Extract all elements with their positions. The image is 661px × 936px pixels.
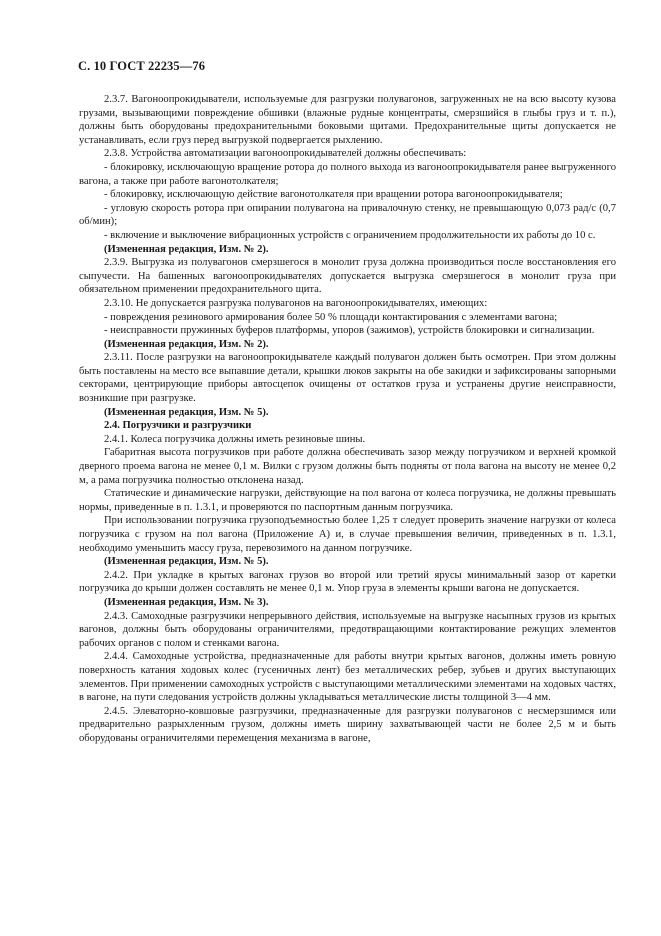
paragraph: 2.3.11. После разгрузки на вагоноопрокидывателе каждый полувагон должен быть осмотрен. При этом должны быть поставлены на место все выпавшие детали, крышки люков закрыты на обе закидки и зафиксированы запорными секторами, центрирующие приборы автосцепок очищены от остатков груза и устранены другие неисправности, возникшие при разгрузке. xyxy=(79,352,616,405)
paragraph: Статические и динамические нагрузки, действующие на пол вагона от колеса погрузчика, не должны превышать нормы, приведенные в п. 1.3.1, и проверяются по паспортным данным погрузчика. xyxy=(79,488,616,513)
section-note: (Измененная редакция, Изм. № 2). xyxy=(104,243,269,255)
paragraph: 2.4.3. Самоходные разгрузчики непрерывного действия, используемые на выгрузке насыпных грузов из крытых вагонов, должны быть оборудованы ограничителями, предотвращающими контактирование режущих элементов рабочих органов с полом и стенками вагона. xyxy=(79,610,616,649)
paragraph: 2.4.4. Самоходные устройства, предназначенные для работы внутри крытых вагонов, должны иметь ровную поверхность катания ходовых колес (гусеничных лент) без металлических ребер, зубьев и других выступающих элементов. При применении самоходных устройств с выступающими металлическими элементами на ходовых частях, в вагоне, на пути следования устройств должны укладываться металлические листы толщиной 3—4 мм. xyxy=(79,651,616,704)
section-note: (Измененная редакция, Изм. № 5). xyxy=(104,406,269,418)
paragraph: - блокировку, исключающую вращение ротора до полного выхода из вагоноопрокидывателя ранее выгруженного вагона, а также при работе вагонотолкателя; xyxy=(79,161,616,187)
section-note: (Измененная редакция, Изм. № 3). xyxy=(104,596,269,608)
paragraph: 2.4.1. Колеса погрузчика должны иметь резиновые шины. xyxy=(104,433,366,445)
page-header: С. 10 ГОСТ 22235—76 xyxy=(78,59,206,73)
paragraph: 2.3.9. Выгрузка из полувагонов смерзшегося в монолит груза должна производиться после восстановления его сыпучести. На башенных вагоноопрокидывателях допускается выгрузка смерзшегося в монолит груза при обязательном применении предохранительного щита. xyxy=(79,257,616,296)
paragraph: 2.3.10. Не допускается разгрузка полувагонов на вагоноопрокидывателях, имеющих: xyxy=(104,297,488,309)
paragraph: 2.4.5. Элеваторно-ковшовые разгрузчики, предназначенные для разгрузки полувагонов с несмерзшимся или предварительно разрыхленным грузом, должны иметь ширину захватывающей части не более 2,5 м и быть оборудованы ограничителями перемещения механизма в вагоне, xyxy=(79,705,616,744)
paragraph: Габаритная высота погрузчиков при работе должна обеспечивать зазор между погрузчиком и верхней кромкой дверного проема вагона не менее 0,1 м. Вилки с грузом должны быть подняты от пола вагона на высоту не менее 0,2 м, а рама погрузчика полностью отклонена назад. xyxy=(79,447,616,486)
document-body xyxy=(79,93,616,746)
paragraph: 2.4.2. При укладке в крытых вагонах грузов во второй или третий ярусы минимальный зазор от каретки погрузчика до крыши должен составлять не менее 0,1 м. Упор груза в элементы крыши вагона не допускается. xyxy=(79,569,616,595)
paragraph: - неисправности пружинных буферов платформы, упоров (зажимов), устройств блокировки и сигнализации. xyxy=(104,325,595,337)
paragraph: - включение и выключение вибрационных устройств с ограничением продолжительности их работы до 10 с. xyxy=(104,229,596,241)
paragraph: - блокировку, исключающую действие вагонотолкателя при вращении ротора вагоноопрокидывателя; xyxy=(104,189,563,201)
section-note: 2.4. Погрузчики и разгрузчики xyxy=(104,420,252,432)
paragraph: - угловую скорость ротора при опирании полувагона на привалочную стенку, не превышающую 0,073 рад/с (0,7 об/мин); xyxy=(79,202,616,228)
section-note: (Измененная редакция, Изм. № 2). xyxy=(104,338,269,350)
section-note: (Измененная редакция, Изм. № 5). xyxy=(104,556,269,568)
paragraph: - повреждения резинового армирования более 50 % площади контактирования с элементами вагона; xyxy=(104,311,558,323)
paragraph: При использовании погрузчика грузоподъемностью более 1,25 т следует проверить значение нагрузки от колеса погрузчика с грузом на пол вагона (Приложение А) и, в случае превышения величин, приведенных в п. 1.3.1, необходимо уменьшить массу груза, перевозимого на данном погрузчике. xyxy=(79,515,616,554)
paragraph: 2.3.8. Устройства автоматизации вагоноопрокидывателей должны обеспечивать: xyxy=(104,148,467,160)
paragraph: 2.3.7. Вагоноопрокидыватели, используемые для разгрузки полувагонов, загруженных не на всю высоту кузова грузами, вызывающими повреждение обшивки (влажные рудные концентраты, смерзшийся в глыбы груз и т. п.), должны быть оборудованы предохранительными боковыми щитами. Предохранительные щиты допускается не устанавливать, если груз перед выгрузкой подвергается рыхлению. xyxy=(79,94,616,146)
